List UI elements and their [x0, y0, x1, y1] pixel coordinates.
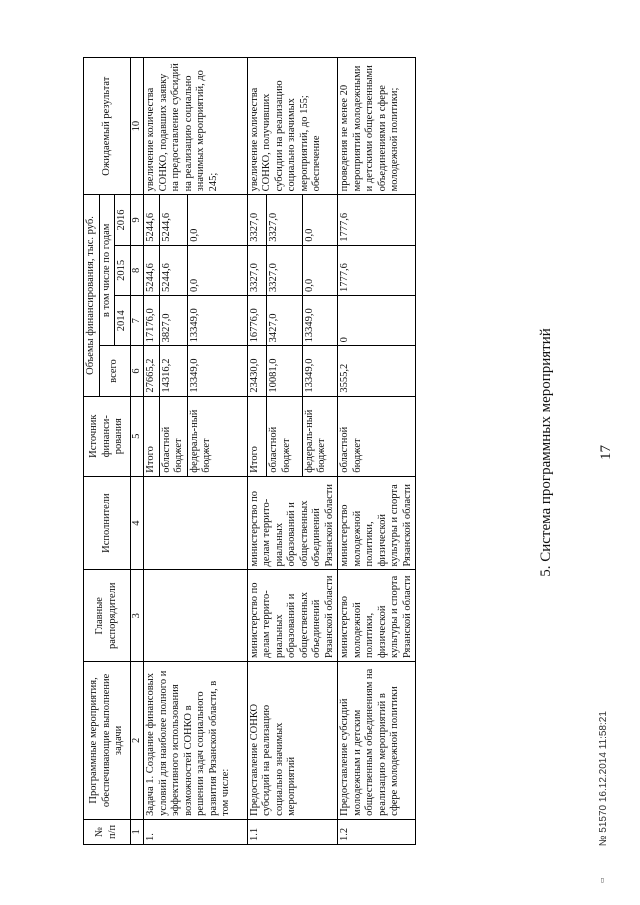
table-row — [144, 58, 160, 845]
header-main-manager: Главные распорядители — [84, 570, 131, 662]
row-result: увеличение количества СОНКО, подавших заявку на предоставление субсидий на реализацию социально значимых мероприятий, до 245; — [144, 58, 248, 195]
col-number: 6 — [130, 346, 144, 396]
row-2015: 3327,0 — [267, 245, 302, 295]
row-source: федераль-ный бюджет — [187, 396, 247, 476]
seal-icon: ▭ — [599, 877, 606, 883]
row-2016: 5244,6 — [144, 195, 160, 245]
stamp-text: № 51570 16.12.2014 11:58:21 — [598, 711, 609, 847]
row-2015: 1777,6 — [338, 245, 416, 295]
row-executors: министерство по делам террито-риальных образований и общественных объединений Рязанской области — [247, 476, 338, 570]
row-main-manager — [144, 570, 248, 662]
header-2014: 2014 — [115, 296, 131, 346]
row-2016: 3327,0 — [247, 195, 267, 245]
row-2014: 17176,0 — [144, 296, 160, 346]
col-number: 2 — [130, 662, 144, 820]
row-source: областной бюджет — [159, 396, 187, 476]
row-num: 1. — [144, 819, 248, 844]
column-numbers-row — [130, 58, 144, 845]
col-number: 9 — [130, 195, 144, 245]
row-source: федераль-ный бюджет — [302, 396, 337, 476]
row-executors: министерство молодежной политики, физической культуры и спорта Рязанской области — [338, 476, 416, 570]
col-number: 4 — [130, 476, 144, 570]
header-activity: Программные мероприятия, обеспечивающие выполнение задачи — [84, 662, 131, 820]
row-source: Итого — [247, 396, 267, 476]
registration-stamp — [598, 711, 609, 883]
row-total: 14316,2 — [159, 346, 187, 396]
row-source: областной бюджет — [267, 396, 302, 476]
row-2014: 16776,0 — [247, 296, 267, 346]
row-activity: Предоставление СОНКО субсидий на реализацию социально значимых мероприятий — [247, 662, 338, 820]
col-number: 5 — [130, 396, 144, 476]
program-activities-table — [83, 57, 416, 845]
row-main-manager: министерство по делам террито-риальных образований и общественных объединений Рязанской области — [247, 570, 338, 662]
row-activity: Предоставление субсидий молодежным и детским общественным объединениям на реализацию мероприятий в сфере молодежной политики — [338, 662, 416, 820]
section-title: 5. Система программных мероприятий — [538, 328, 554, 577]
row-total: 13349,0 — [302, 346, 337, 396]
row-2014: 3427,0 — [267, 296, 302, 346]
row-num: 1.1 — [247, 819, 338, 844]
row-source: Итого — [144, 396, 160, 476]
header-2016: 2016 — [115, 195, 131, 245]
row-total: 23430,0 — [247, 346, 267, 396]
row-2015: 0,0 — [187, 245, 247, 295]
page-number: 17 — [598, 445, 614, 460]
row-total: 10081,0 — [267, 346, 302, 396]
col-number: 3 — [130, 570, 144, 662]
row-result: проведения не менее 20 мероприятий молодежными и детскими общественными объединениями в сфере молодежной политики; — [338, 58, 416, 195]
header-result: Ожидаемый результат — [84, 58, 131, 195]
row-2016: 3327,0 — [267, 195, 302, 245]
header-total: всего — [99, 346, 130, 396]
row-result: увеличение количества СОНКО, получивших субсидии на реализацию социально значимых мероприятий, до 155; обеспечение — [247, 58, 338, 195]
row-2016: 5244,6 — [159, 195, 187, 245]
header-row-1 — [84, 58, 100, 845]
row-2014: 0 — [338, 296, 416, 346]
header-funding: Объемы финансирования, тыс. руб. — [84, 195, 100, 396]
table-row — [247, 58, 267, 845]
row-num: 1.2 — [338, 819, 416, 844]
row-main-manager: министерство молодежной политики, физической культуры и спорта Рязанской области — [338, 570, 416, 662]
col-number: 7 — [130, 296, 144, 346]
header-executors: Исполнители — [84, 476, 131, 570]
header-num: № п/п — [84, 819, 131, 844]
row-2014: 3827,0 — [159, 296, 187, 346]
header-by-year: в том числе по годам — [99, 195, 115, 346]
col-number: 10 — [130, 58, 144, 195]
col-number: 1 — [130, 819, 144, 844]
header-2015: 2015 — [115, 245, 131, 295]
row-2014: 13349,0 — [187, 296, 247, 346]
table-row — [338, 58, 416, 845]
row-2014: 13349,0 — [302, 296, 337, 346]
row-2015: 5244,6 — [159, 245, 187, 295]
row-2015: 0,0 — [302, 245, 337, 295]
row-source: областной бюджет — [338, 396, 416, 476]
row-total: 3555,2 — [338, 346, 416, 396]
col-number: 8 — [130, 245, 144, 295]
row-2015: 3327,0 — [247, 245, 267, 295]
row-2016: 0,0 — [187, 195, 247, 245]
row-activity: Задача 1. Создание финансовых условий для наиболее полного и эффективного использования возможностей СОНКО в решении задач социального развития Рязанской области, в том числе: — [144, 662, 248, 820]
row-total: 13349,0 — [187, 346, 247, 396]
row-2016: 0,0 — [302, 195, 337, 245]
header-source: Источник финанси-рования — [84, 396, 131, 476]
row-total: 27665,2 — [144, 346, 160, 396]
row-executors — [144, 476, 248, 570]
row-2015: 5244,6 — [144, 245, 160, 295]
row-2016: 1777,6 — [338, 195, 416, 245]
